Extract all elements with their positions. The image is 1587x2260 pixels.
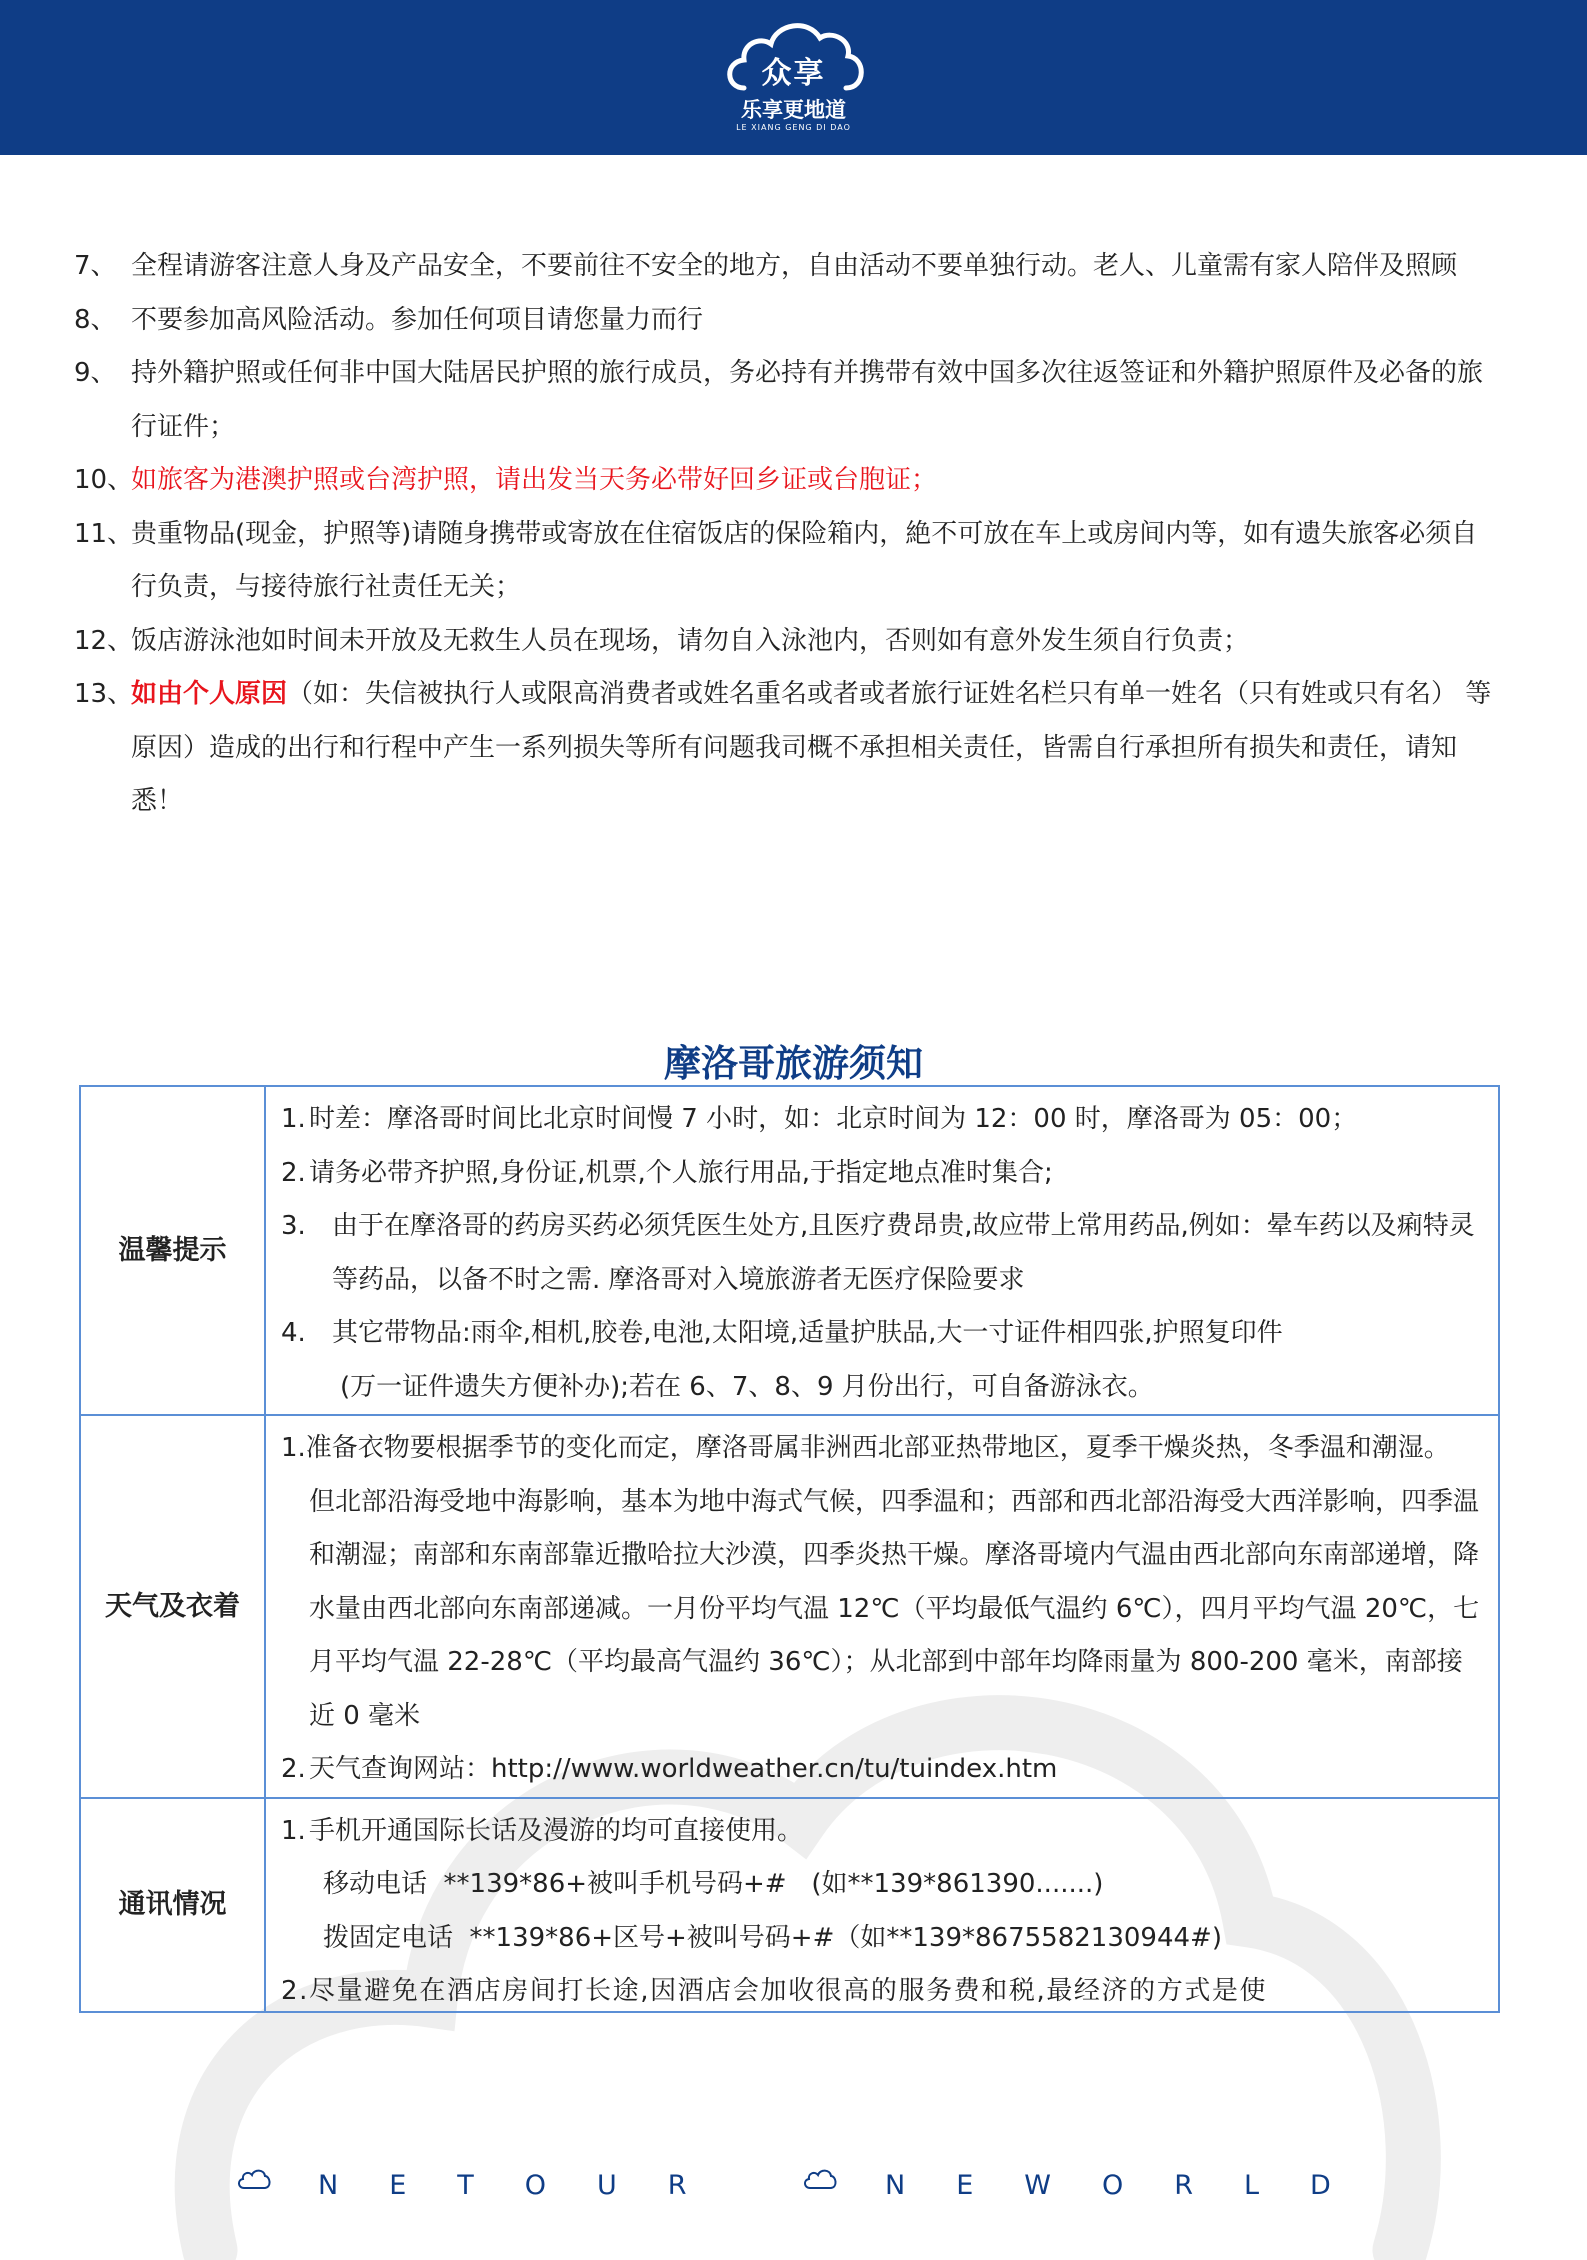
note-number: 13、 <box>74 679 134 709</box>
item-text: 尽量避免在酒店房间打长途,因酒店会加收很高的服务费和税,最经济的方式是使 <box>309 1976 1268 2005</box>
note-number: 9、 <box>74 358 117 388</box>
item-number: 3. <box>281 1211 306 1241</box>
item-text: 其它带物品:雨伞,相机,胶卷,电池,太阳境,适量护肤品,大一寸证件相四张,护照复印件 <box>332 1318 1283 1348</box>
item-text: 1.准备衣物要根据季节的变化而定，摩洛哥属非洲西北部亚热带地区，夏季干燥炎热，冬季温和潮湿。 <box>281 1433 1450 1463</box>
list-item <box>74 240 1494 294</box>
category-label: 温馨提示 <box>80 1086 265 1415</box>
item-text-body: 但北部沿海受地中海影响，基本为地中海式气候，四季温和；西部和西北部沿海受大西洋影响，四季温和潮湿；南部和东南部靠近撒哈拉大沙漠，四季炎热干燥。摩洛哥境内气温由西北部向东南部递增，降水量由西北部向东南部递减。一月份平均气温 12℃（平均最低气温约 6℃），四月平均气温 20℃，七月平均气温 22-28℃（平均最高气温约 36℃）；从北部到中部年均降雨量为 800-200 毫米，南部接近 0 毫米 <box>309 1486 1480 1731</box>
list-item <box>281 1965 1484 2005</box>
category-label: 通讯情况 <box>80 1798 265 2012</box>
item-text-continued: (万一证件遗失方便补办);若在 6、7、8、9 月份出行，可自备游泳衣。 <box>340 1371 1154 1402</box>
logo-subtitle: LE XIANG GENG DI DAO <box>736 123 851 132</box>
weather-cell <box>265 1415 1499 1798</box>
footer-left-text: NETOUR <box>318 2170 738 2201</box>
mobile-dial-text: 移动电话 **139*86+被叫手机号码+# (如**139*861390.......) <box>323 1869 1104 1899</box>
brand-logo <box>716 10 871 135</box>
section-title: 摩洛哥旅游须知 <box>664 1042 923 1085</box>
note-number: 8、 <box>74 304 117 335</box>
category-label: 天气及衣着 <box>80 1415 265 1798</box>
weather-website-link[interactable]: 天气查询网站：http://www.worldweather.cn/tu/tuindex.htm <box>309 1754 1058 1784</box>
header-banner <box>0 0 1587 155</box>
item-number: 2. <box>281 1754 306 1784</box>
note-text-warning: 如旅客为港澳护照或台湾护照，请出发当天务必带好回乡证或台胞证； <box>131 465 938 495</box>
item-number: 2. <box>281 1976 310 2005</box>
item-text: 由于在摩洛哥的药房买药必须凭医生处方,且医疗费昂贵,故应带上常用药品,例如：晕车药以及痢特灵等药品，以备不时之需. 摩洛哥对入境旅游者无医疗保险要求 <box>332 1211 1475 1295</box>
item-number: 2. <box>281 1157 306 1188</box>
cloud-icon <box>802 2166 838 2192</box>
list-item <box>74 508 1494 615</box>
note-number: 7、 <box>74 251 117 281</box>
note-number: 12、 <box>74 625 134 656</box>
note-text: 不要参加高风险活动。参加任何项目请您量力而行 <box>131 304 704 335</box>
list-item <box>281 1093 1484 1147</box>
note-text: 持外籍护照或任何非中国大陆居民护照的旅行成员，务必持有并携带有效中国多次往返签证和外籍护照原件及必备的旅行证件； <box>131 358 1484 442</box>
item-text: 请务必带齐护照,身份证,机票,个人旅行用品,于指定地点准时集合; <box>309 1157 1053 1188</box>
item-text: 手机开通国际长话及漫游的均可直接使用。 <box>309 1815 804 1846</box>
list-item <box>281 1422 1484 1743</box>
landline-dial-text: 拨固定电话 **139*86+区号+被叫号码+#（如**139*8675582130944#) <box>323 1922 1222 1953</box>
item-text: 时差：摩洛哥时间比北京时间慢 7 小时，如：北京时间为 12：00 时，摩洛哥为 05：00； <box>309 1104 1358 1134</box>
list-item <box>281 1805 1484 1859</box>
list-item <box>74 615 1494 669</box>
list-item <box>74 454 1494 508</box>
tips-cell <box>265 1086 1499 1415</box>
guide-table <box>79 1085 1500 2013</box>
note-text: 贵重物品(现金，护照等)请随身携带或寄放在住宿饭店的保险箱内，絶不可放在车上或房间内等，如有遗失旅客必须自行负责，与接待旅行社责任无关； <box>131 518 1478 602</box>
logo-brand: 众享 <box>761 56 826 91</box>
table-row <box>80 1086 1499 1415</box>
table-row <box>80 1798 1499 2012</box>
note-number: 10、 <box>74 465 134 495</box>
table-row <box>80 1415 1499 1798</box>
footer <box>0 2160 1587 2210</box>
cloud-icon <box>236 2166 272 2192</box>
notes-list <box>74 240 1494 829</box>
item-number: 4. <box>281 1318 306 1348</box>
note-text: （如：失信被执行人或限高消费者或姓名重名或者或者旅行证姓名栏只有单一姓名（只有姓或只有名） 等原因）造成的出行和行程中产生一系列损失等所有问题我司概不承担相关责任，皆需自行承担所有损失和责任，请知悉！ <box>131 679 1492 816</box>
note-text: 饭店游泳池如时间未开放及无救生人员在现场，请勿自入泳池内，否则如有意外发生须自行负责； <box>131 625 1250 656</box>
list-item <box>281 1200 1484 1307</box>
list-item <box>74 294 1494 348</box>
list-item <box>281 1147 1484 1201</box>
item-number: 1. <box>281 1104 306 1134</box>
note-text: 全程请游客注意人身及产品安全，不要前往不安全的地方，自由活动不要单独行动。老人、儿童需有家人陪伴及照顾 <box>131 251 1458 281</box>
note-number: 11、 <box>74 518 134 549</box>
list-item <box>281 1743 1484 1797</box>
list-item <box>74 347 1494 454</box>
list-item <box>74 668 1494 829</box>
footer-right-text: NEWORLD <box>885 2170 1382 2201</box>
logo-slogan: 乐享更地道 <box>741 98 846 122</box>
list-item <box>281 1307 1484 1414</box>
comms-cell <box>265 1798 1499 2012</box>
item-number: 1. <box>281 1815 306 1846</box>
note-highlight: 如由个人原因 <box>131 679 288 709</box>
